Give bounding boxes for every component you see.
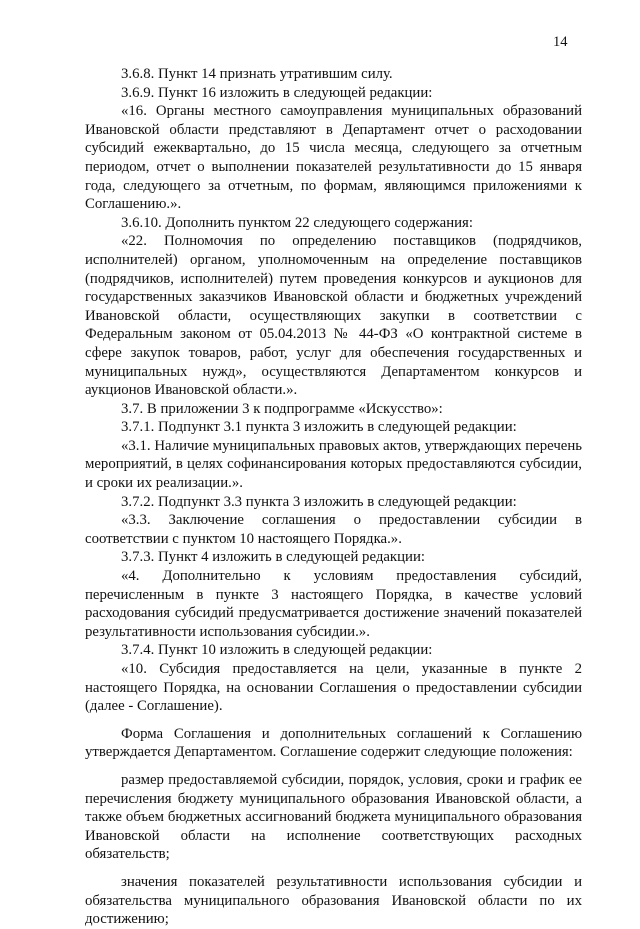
paragraph: 3.7.1. Подпункт 3.1 пункта 3 изложить в следующей редакции: bbox=[121, 419, 517, 436]
paragraph: 3.6.8. Пункт 14 признать утратившим силу. bbox=[121, 66, 393, 82]
paragraph: 3.7.4. Пункт 10 изложить в следующей редакции: bbox=[121, 642, 433, 659]
page-number: 14 bbox=[553, 34, 568, 50]
paragraph: «3.3. Заключение соглашения о предоставлении субсидии в соответствии с пунктом 10 настоящего Порядка.». bbox=[85, 512, 582, 547]
paragraph: Форма Соглашения и дополнительных соглашений к Соглашению утверждается Департаментом. Соглашение содержит следующие положения: bbox=[85, 725, 582, 761]
document-body bbox=[85, 65, 582, 929]
paragraph: 3.6.9. Пункт 16 изложить в следующей редакции: bbox=[121, 84, 433, 101]
paragraph: «4. Дополнительно к условиям предоставления субсидий, перечисленным в пункте 3 настоящего Порядка, в качестве условий расходования субсидий предусматривается достижение значений показателей результативности использования субсидии.». bbox=[85, 568, 582, 640]
paragraph: 3.7.3. Пункт 4 изложить в следующей редакции: bbox=[121, 549, 425, 566]
paragraph: размер предоставляемой субсидии, порядок, условия, сроки и график ее перечисления бюджету муниципального образования Ивановской области, а также объем бюджетных ассигнований бюджета муниципального образования Ивановской области на исполнение соответствующих расходных обязательств; bbox=[85, 771, 582, 863]
paragraph: «3.1. Наличие муниципальных правовых актов, утверждающих перечень мероприятий, в целях софинансирования которых предоставляются субсидии, и сроки их реализации.». bbox=[85, 437, 582, 492]
paragraph: значения показателей результативности использования субсидии и обязательства муниципального образования Ивановской области по их достижению; bbox=[85, 873, 582, 928]
paragraph: «16. Органы местного самоуправления муниципальных образований Ивановской области представляют в Департамент отчет о расходовании субсидий ежеквартально, до 15 числа месяца, следующего за отчетным периодом, отчет о выполнении показателей результативности до 15 января года, следующего за отчетным, по формам, являющимся приложениями к Соглашению.». bbox=[85, 103, 582, 213]
paragraph: 3.7. В приложении 3 к подпрограмме «Искусство»: bbox=[121, 400, 443, 417]
paragraph: 3.7.2. Подпункт 3.3 пункта 3 изложить в следующей редакции: bbox=[121, 493, 517, 510]
paragraph: «10. Субсидия предоставляется на цели, указанные в пункте 2 настоящего Порядка, на основании Соглашения о предоставлении субсидии (далее - Соглашение). bbox=[85, 661, 582, 715]
paragraph: 3.6.10. Дополнить пунктом 22 следующего содержания: bbox=[121, 214, 473, 231]
paragraph: «22. Полномочия по определению поставщиков (подрядчиков, исполнителей) органом, уполномоченным на определение поставщиков (подрядчиков, исполнителей) путем проведения конкурсов и аукционов для государственных заказчиков Ивановской области и бюджетных учреждений Ивановской области, осуществляющих закупки в соответствии с Федеральным законом от 05.04.2013 № 44-ФЗ «О контрактной системе в сфере закупок товаров, работ, услуг для обеспечения государственных и муниципальных нужд», осуществляются Департаментом конкурсов и аукционов Ивановской области.». bbox=[85, 233, 582, 399]
